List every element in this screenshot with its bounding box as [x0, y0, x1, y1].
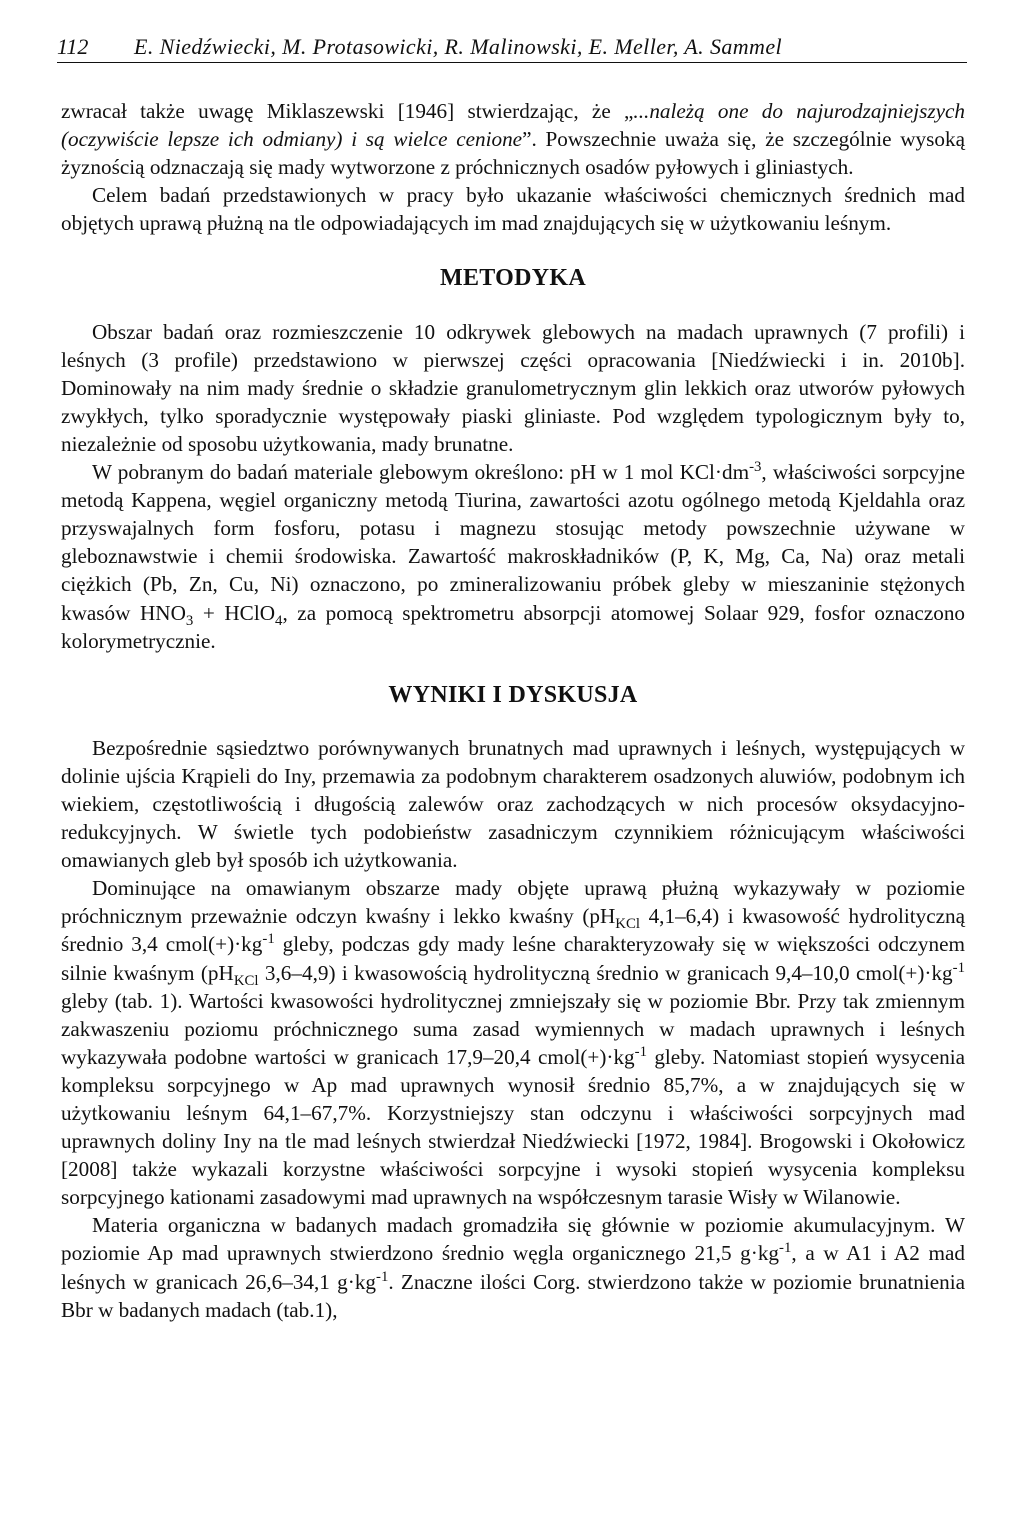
- intro-paragraph-1: [61, 97, 965, 181]
- results-p2-text-e: gleby (tab. 1). Wartości kwasowości hydrolitycznej zmniejszały się w poziomie Bbr. Przy tak zmiennym zakwaszeniu poziomu próchnicznego suma zasad wymiennych w madach uprawnych i leśnych wykazywała podobne wartości w granicach 17,9–20,4 cmol(+)·kg: [61, 988, 965, 1069]
- results-p3-text-b: , a w A1 i A2 mad leśnych w granicach 26,6–34,1 g·kg: [61, 1241, 965, 1294]
- results-p3-text-c: . Znaczne ilości Corg. stwierdzono także w poziomie brunatnienia Bbr w badanych madach (tab.1),: [61, 1269, 966, 1322]
- methods-p2-sup-1: -3: [749, 458, 762, 475]
- results-p2-sub-1: KCl: [615, 916, 640, 933]
- methods-p2-sub-1: 3: [185, 612, 194, 629]
- methods-p2-text-c: + HClO: [193, 600, 276, 625]
- intro-p1-text-a: zwracał także uwagę Miklaszewski [1946] stwierdzając, że „: [61, 99, 634, 123]
- intro-p1-quote: ...należą one do najurodzajniejszych (oczywiście lepsze ich odmiany) i są wielce cenione: [61, 99, 965, 152]
- results-p2-text-c: gleby, podczas gdy mady leśne charakteryzowały się w większości odczynem silnie kwaśnym (pH: [61, 932, 965, 985]
- methods-p2-text-d: , za pomocą spektrometru absorpcji atomowej Solaar 929, fosfor oznaczono kolorymetrycznie.: [61, 600, 966, 653]
- intro-paragraph-2: Celem badań przedstawionych w pracy było ukazanie właściwości chemicznych średnich mad objętych uprawą płużną na tle odpowiadających im mad znajdujących się w użytkowaniu leśnym.: [61, 183, 965, 236]
- results-paragraph-3: [61, 1211, 965, 1323]
- section-heading-methods: METODYKA: [440, 265, 586, 292]
- methods-p2-sub-2: 4: [275, 612, 283, 629]
- results-p2-sub-2: KCl: [233, 972, 259, 989]
- results-p2-text-d: 3,6–4,9) i kwasowością hydrolityczną średnio w granicach 9,4–10,0 cmol(+)·kg: [258, 960, 953, 985]
- page-number: 112: [57, 34, 89, 59]
- results-p2-text-b: 4,1–6,4) i kwasowość hydrolityczną średnio 3,4 cmol(+)·kg: [61, 904, 966, 957]
- results-p2-text-a: Dominujące na omawianym obszarze mady objęte uprawą płużną wykazywały w poziomie próchnicznym przeważnie odczyn kwaśny i lekko kwaśny (pH: [61, 876, 965, 929]
- body-text: [61, 97, 965, 1324]
- section-heading-results: WYNIKI I DYSKUSJA: [388, 681, 638, 708]
- results-paragraph-1: Bezpośrednie sąsiedztwo porównywanych brunatnych mad uprawnych i leśnych, występujących w dolinie ujścia Krąpieli do Iny, przemawia za podobnym charakterem osadzonych aluwiów, podobnym ich wiekiem, częstotliwością i długością zalewów oraz zachodzących w nich procesów oksydacyjno-redukcyjnych. W świetle tych podobieństw zasadniczym czynnikiem różnicującym właściwości omawianych gleb był sposób ich użytkowania.: [61, 735, 965, 873]
- results-p2-sup-1: -1: [262, 931, 275, 948]
- results-p3-text-a: Materia organiczna w badanych madach gromadziła się głównie w poziomie akumulacyjnym. W poziomie Ap mad uprawnych stwierdzono średnio węgla organicznego 21,5 g·kg: [61, 1213, 965, 1266]
- running-head: [57, 32, 967, 63]
- results-p2-sup-2: -1: [952, 959, 965, 976]
- methods-p2-text-b: , właściwości sorpcyjne metodą Kappena, węgiel organiczny metodą Tiurina, zawartości azotu ogólnego metodą Kjeldahla oraz przyswajalnych form fosforu, potasu i magnezu stosując metody powszechnie używane w gleboznawstwie i chemii środowiska. Zawartość makroskładników (P, K, Mg, Ca, Na) oraz metali ciężkich (Pb, Zn, Cu, Ni) oznaczono, po zmineralizowaniu próbek gleby w mieszaninie stężonych kwasów HNO: [61, 460, 965, 625]
- results-p2-sup-3: -1: [634, 1043, 647, 1060]
- intro-p1-text-b: ”. Powszechnie uważa się, że szczególnie wysoką żyznością odznaczają się mady wytworzone z próchnicznych osadów pyłowych i gliniastych.: [61, 127, 965, 180]
- running-head-authors: E. Niedźwiecki, M. Protasowicki, R. Malinowski, E. Meller, A. Sammel: [134, 34, 782, 59]
- results-p3-sup-1: -1: [779, 1240, 792, 1257]
- results-p2-text-f: gleby. Natomiast stopień wysycenia kompleksu sorpcyjnego w Ap mad uprawnych wynosił średnio 85,7%, a w znajdujących się w użytkowaniu leśnym 64,1–67,7%. Korzystniejszy stan odczynu i właściwości sorpcyjnych mad uprawnych doliny Iny na tle mad leśnych stwierdzał Niedźwiecki [1972, 1984]. Brogowski i Okołowicz [2008] także wykazali korzystne właściwości sorpcyjne i wysoki stopień wysycenia kompleksu sorpcyjnego kationami zasadowymi mad uprawnych na współczesnym tarasie Wisły w Wilanowie.: [61, 1044, 966, 1210]
- methods-p2-text-a: W pobranym do badań materiale glebowym określono: pH w 1 mol KCl·dm: [92, 460, 750, 485]
- results-paragraph-2: [61, 874, 965, 1211]
- methods-paragraph-2: [61, 458, 965, 655]
- methods-paragraph-1: Obszar badań oraz rozmieszczenie 10 odkrywek glebowych na madach uprawnych (7 profili) i leśnych (3 profile) przedstawiono w pierwszej części opracowania [Niedźwiecki i in. 2010b]. Dominowały na nim mady średnie o składzie granulometrycznym glin lekkich oraz utworów pyłowych zwykłych, tylko sporadycznie występowały piaski gliniaste. Pod względem typologicznym były to, niezależnie od sposobu użytkowania, mady brunatne.: [61, 319, 965, 456]
- results-p3-sup-2: -1: [376, 1268, 389, 1285]
